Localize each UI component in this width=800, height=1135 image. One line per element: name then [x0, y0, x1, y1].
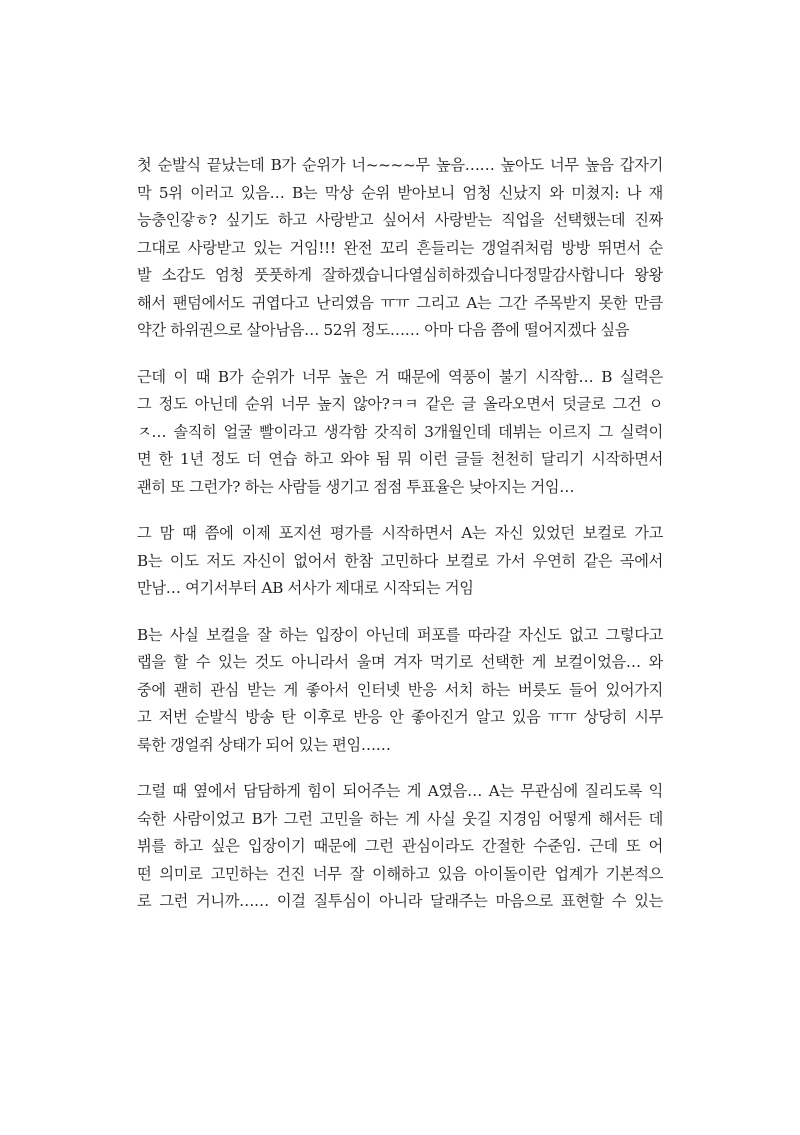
- text-line: 만남… 여기서부터 AB 서사가 제대로 시작되는 거임: [137, 579, 474, 597]
- text-line: B는 사실 보컬을 잘 하는 입장이 아닌데 퍼포를 따라갈 자신도 없고 그렇다고: [137, 625, 663, 644]
- text-line: ㅈ… 솔직히 얼굴 빨이라고 생각함 갓직히 3개월인데 데뷔는 이르지 그 실력이: [137, 422, 663, 441]
- paragraph-1: [137, 152, 663, 345]
- text-line: 막 5위 이러고 있음… B는 막상 순위 받아보니 엄청 신났지 와 미쳤지: 나 재: [137, 183, 663, 202]
- text-line: 그 맘 때 쯤에 이제 포지션 평가를 시작하면서 A는 자신 있었던 보컬로 가고: [137, 524, 663, 542]
- document-body: [137, 152, 663, 935]
- text-line: 로 그런 거니까…… 이걸 질투심이 아니라 달래주는 마음으로 표현할 수 있는: [137, 892, 663, 910]
- text-line: 그대로 사랑받고 있는 거임!!! 완전 꼬리 흔들리는 갱얼쥐처럼 방방 뛰면서 순: [137, 238, 663, 257]
- text-line: 첫 순발식 끝났는데 B가 순위가 너~~~~무 높음…… 높아도 너무 높음 갑자기: [137, 156, 663, 174]
- text-line: 능충인갛ㅎ? 싶기도 하고 사랑받고 싶어서 사랑받는 직업을 선택했는데 진짜: [137, 211, 663, 229]
- paragraph-5: [137, 778, 663, 916]
- text-line: 룩한 갱얼쥐 상태가 되어 있는 편임……: [137, 735, 391, 754]
- text-line: 떤 의미로 고민하는 건진 너무 잘 이해하고 있음 아이돌이란 업계가 기본적으: [137, 864, 663, 883]
- text-line: 랩을 할 수 있는 것도 아니라서 울며 겨자 먹기로 선택한 게 보컬이었음… 와: [137, 653, 663, 671]
- text-line: B는 이도 저도 자신이 없어서 한참 고민하다 보컬로 가서 우연히 같은 곡에서: [137, 551, 663, 570]
- text-line: 그 정도 아닌데 순위 너무 높지 않아?ㅋㅋ 같은 글 올라오면서 덧글로 그건 ㅇ: [137, 395, 663, 413]
- text-line: 면 한 1년 정도 더 연습 하고 와야 됨 뭐 이런 글들 천천히 달리기 시작하면서: [137, 450, 663, 468]
- paragraph-4: [137, 622, 663, 760]
- paragraph-3: [137, 520, 663, 603]
- text-line: 근데 이 때 B가 순위가 너무 높은 거 때문에 역풍이 불기 시작함… B 실력은: [137, 367, 663, 386]
- text-line: 뷔를 하고 싶은 입장이기 때문에 그런 관심이라도 간절한 수준임. 근데 또 어: [137, 837, 663, 855]
- text-line: 그럴 때 옆에서 담담하게 힘이 되어주는 게 A였음… A는 무관심에 질리도록 익: [137, 782, 663, 800]
- text-line: 괜히 또 그런가? 하는 사람들 생기고 점점 투표율은 낮아지는 거임…: [137, 477, 575, 496]
- text-line: 중에 괜히 관심 받는 게 좋아서 인터넷 반응 서치 하는 버릇도 들어 있어가지: [137, 680, 663, 699]
- text-line: 숙한 사람이었고 B가 그런 고민을 하는 게 사실 웃길 지경임 어떻게 해서든 데: [137, 809, 663, 828]
- paragraph-2: [137, 364, 663, 502]
- text-line: 약간 하위권으로 살아남음… 52위 정도…… 아마 다음 쯤에 떨어지겠다 싶음: [137, 321, 630, 339]
- text-line: 해서 팬덤에서도 귀엽다고 난리였음 ㅠㅠ 그리고 A는 그간 주목받지 못한 만큼: [137, 293, 663, 312]
- text-line: 고 저번 순발식 방송 탄 이후로 반응 안 좋아진거 알고 있음 ㅠㅠ 상당히 시무: [137, 708, 663, 726]
- text-line: 발 소감도 엄청 풋풋하게 잘하겠습니다열심히하겠습니다정말감사합니다 왕왕: [137, 266, 663, 284]
